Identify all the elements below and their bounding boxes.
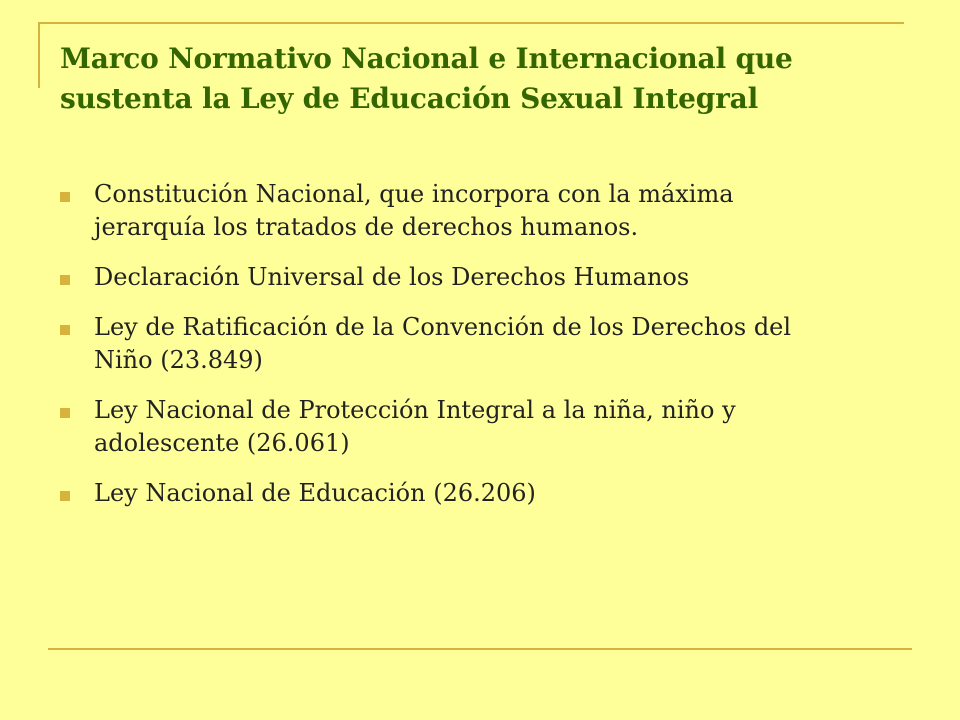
bullet-text: [94, 261, 910, 294]
square-bullet-icon: [60, 275, 70, 285]
bullet-item: [60, 178, 910, 244]
square-bullet-icon: [60, 192, 70, 202]
slide-title: [60, 39, 920, 119]
bullet-list: [60, 178, 910, 527]
bullet-item: [60, 261, 910, 294]
left-accent-line: [38, 22, 40, 88]
square-bullet-icon: [60, 491, 70, 501]
bullet-item: [60, 477, 910, 510]
bullet-line: Ley Nacional de Protección Integral a la niña, niño y: [94, 396, 736, 424]
bullet-item: [60, 394, 910, 460]
square-bullet-icon: [60, 408, 70, 418]
top-accent-line: [40, 22, 904, 24]
bullet-text: [94, 311, 910, 377]
slide-title-line: sustenta la Ley de Educación Sexual Integral: [60, 82, 759, 115]
bottom-accent-line: [48, 648, 912, 650]
bullet-line: Ley Nacional de Educación (26.206): [94, 479, 536, 507]
bullet-line: Constitución Nacional, que incorpora con la máxima: [94, 180, 734, 208]
bullet-line: jerarquía los tratados de derechos humanos.: [94, 213, 639, 241]
bullet-text: [94, 477, 910, 510]
bullet-line: Niño (23.849): [94, 346, 263, 374]
slide-title-line: Marco Normativo Nacional e Internacional que: [60, 42, 793, 75]
bullet-text: [94, 178, 910, 244]
bullet-line: Declaración Universal de los Derechos Humanos: [94, 263, 690, 291]
bullet-line: adolescente (26.061): [94, 429, 350, 457]
bullet-text: [94, 394, 910, 460]
bullet-line: Ley de Ratificación de la Convención de los Derechos del: [94, 313, 792, 341]
square-bullet-icon: [60, 325, 70, 335]
bullet-item: [60, 311, 910, 377]
